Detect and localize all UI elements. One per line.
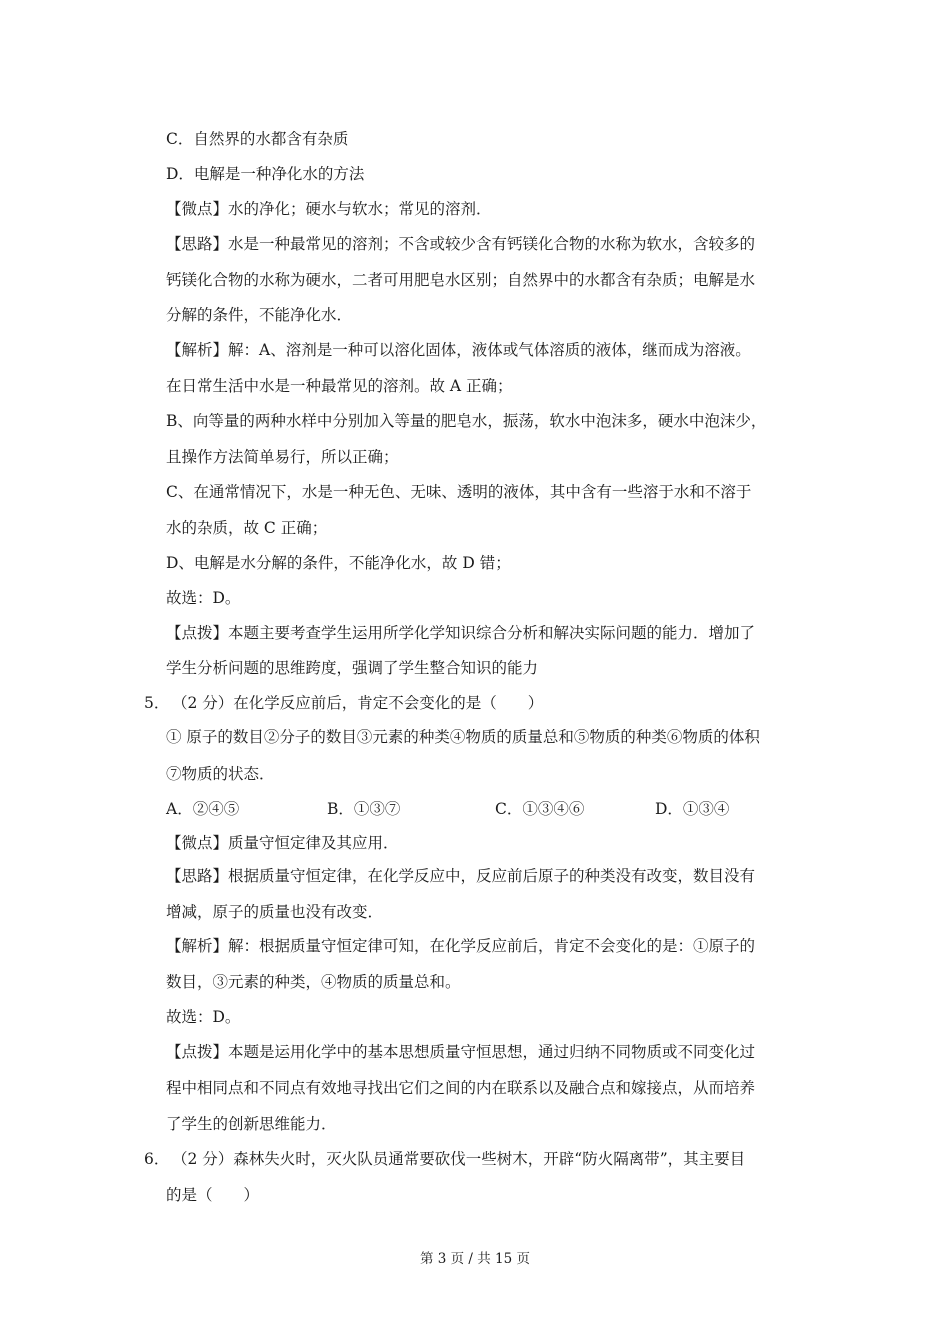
q4-silu-line: 钙镁化合物的水称为硬水，二者可用肥皂水区别；自然界中的水都含有杂质；电解是水	[166, 271, 756, 289]
q5-weidian: 【微点】质量守恒定律及其应用．	[166, 834, 399, 852]
q5-answer: 故选：D。	[166, 1008, 241, 1026]
q5-option-d: D．①③④	[655, 800, 730, 818]
q4-jiexi-line: 【解析】解：A、溶剂是一种可以溶化固体，液体或气体溶质的液体，继而成为溶液。	[166, 341, 751, 359]
q4-jiexi-line: 水的杂质，故 C 正确；	[166, 519, 328, 537]
q6-stem-line: 的是（ ）	[166, 1186, 260, 1204]
q5-item-line: ① 原子的数目②分子的数目③元素的种类④物质的质量总和⑤物质的种类⑥物质的体积	[166, 728, 760, 746]
q5-item-line: ⑦物质的状态．	[166, 765, 275, 783]
q4-jiexi-line: D、电解是水分解的条件，不能净化水，故 D 错；	[166, 554, 511, 572]
page-footer: 第 3 页 / 共 15 页	[419, 1251, 531, 1267]
q4-weidian: 【微点】水的净化；硬水与软水；常见的溶剂．	[166, 200, 492, 218]
q4-jiexi-line: 且操作方法简单易行，所以正确；	[166, 448, 399, 466]
q4-silu-line: 【思路】水是一种最常见的溶剂；不含或较少含有钙镁化合物的水称为软水，含较多的	[166, 235, 756, 253]
q4-answer: 故选：D。	[166, 589, 241, 607]
q5-jiexi-line: 【解析】解：根据质量守恒定律可知，在化学反应前后，肯定不会变化的是：①原子的	[166, 937, 756, 955]
q5-option-a: A．②④⑤	[166, 800, 240, 818]
q5-silu-line: 【思路】根据质量守恒定律，在化学反应中，反应前后原子的种类没有改变，数目没有	[166, 867, 756, 885]
q5-jiexi-line: 数目，③元素的种类，④物质的质量总和。	[166, 973, 461, 991]
q6-stem-line: （2 分）森林失火时，灭火队员通常要砍伐一些树木，开辟“防火隔离带”，其主要目	[172, 1150, 746, 1168]
q4-dianbo-line: 学生分析问题的思维跨度，强调了学生整合知识的能力	[166, 659, 539, 677]
q5-number: 5．	[144, 694, 170, 712]
q6-number: 6．	[144, 1150, 170, 1168]
q4-option-d: D．电解是一种净化水的方法	[166, 165, 365, 183]
q4-jiexi-line: B、向等量的两种水样中分别加入等量的肥皂水，振荡，软水中泡沫多，硬水中泡沫少，	[166, 412, 767, 430]
q5-option-b: B．①③⑦	[327, 800, 401, 818]
q5-silu-line: 增减，原子的质量也没有改变．	[166, 903, 384, 921]
q5-dianbo-line: 程中相同点和不同点有效地寻找出它们之间的内在联系以及融合点和嫁接点，从而培养	[166, 1079, 756, 1097]
q4-silu-line: 分解的条件，不能净化水．	[166, 306, 353, 324]
q5-dianbo-line: 了学生的创新思维能力．	[166, 1115, 337, 1133]
q5-dianbo-line: 【点拨】本题是运用化学中的基本思想质量守恒思想，通过归纳不同物质或不同变化过	[166, 1043, 756, 1061]
q4-option-c: C．自然界的水都含有杂质	[166, 130, 349, 148]
q5-option-c: C．①③④⑥	[495, 800, 585, 818]
q4-jiexi-line: 在日常生活中水是一种最常见的溶剂。故 A 正确；	[166, 377, 513, 395]
q5-stem: （2 分）在化学反应前后，肯定不会变化的是（ ）	[172, 694, 544, 712]
q4-jiexi-line: C、在通常情况下，水是一种无色、无味、透明的液体，其中含有一些溶于水和不溶于	[166, 483, 752, 501]
q4-dianbo-line: 【点拨】本题主要考查学生运用所学化学知识综合分析和解决实际问题的能力．增加了	[166, 624, 756, 642]
